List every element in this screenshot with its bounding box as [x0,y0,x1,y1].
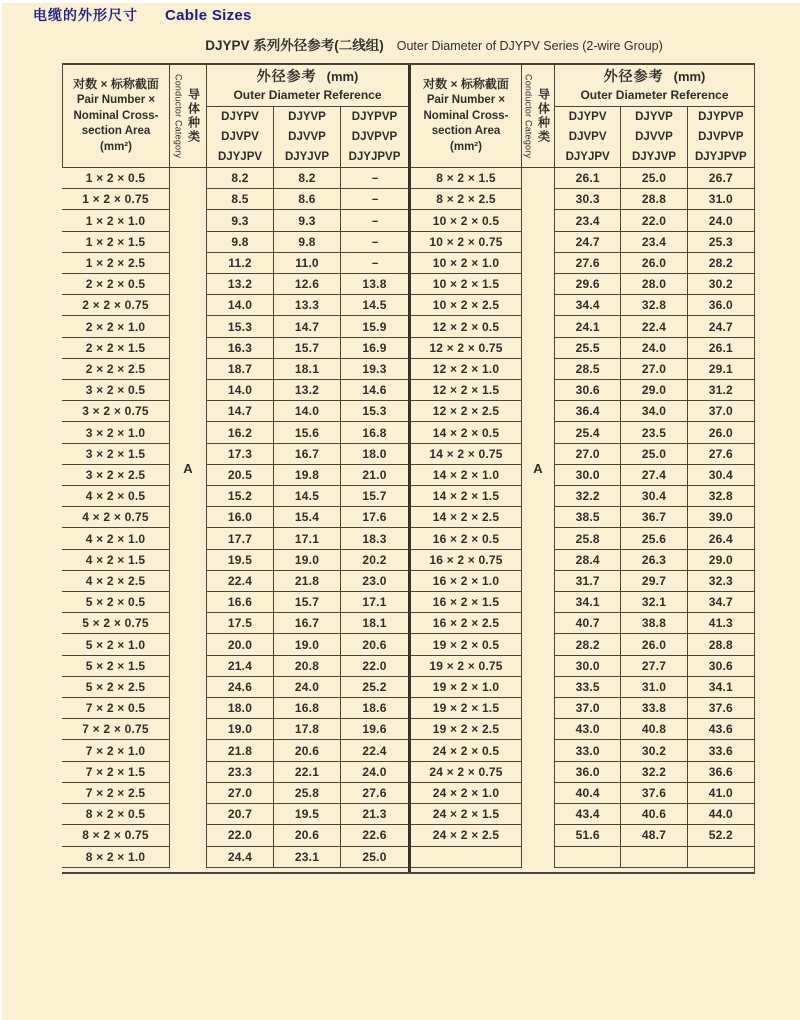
diameter-value-cell: -- [341,189,408,210]
diameter-value-cell: 32.8 [621,295,687,316]
diameter-value-cell: 24.0 [274,677,341,698]
diameter-value-cell: 31.7 [555,571,621,592]
diameter-value-cell: 17.6 [341,507,408,528]
diameter-value-cell: 30.2 [688,274,754,295]
pair-size-cell: 12 × 2 × 0.5 [411,316,522,337]
diameter-value-cell: 22.0 [207,825,274,846]
diameter-value-cell: 17.1 [341,592,408,613]
conductor-category-value: A [170,168,207,868]
diameter-value-cell: 19.3 [341,359,408,380]
pair-size-cell: 2 × 2 × 0.5 [62,274,170,295]
diameter-value-cell: 25.5 [555,338,621,359]
diameter-value-cell: 12.6 [274,274,341,295]
diameter-value-cell: 27.0 [207,783,274,804]
diameter-value-cell: 30.6 [555,380,621,401]
diameter-value-cell: 17.8 [274,719,341,740]
diameter-value-cell: 14.0 [207,295,274,316]
diameter-value-cell: 19.6 [341,719,408,740]
diameter-value-cell: 28.4 [555,550,621,571]
diameter-value-cell: 16.6 [207,592,274,613]
diameter-value-cell: 33.0 [555,740,621,761]
pair-size-cell: 8 × 2 × 1.0 [62,847,170,868]
diameter-value-cell: 20.6 [274,825,341,846]
pair-size-cell: 14 × 2 × 2.5 [411,507,522,528]
diameter-value-cell: 18.1 [341,613,408,634]
diameter-value-cell: 48.7 [621,825,687,846]
diameter-value-cell: 24.4 [207,847,274,868]
diameter-value-cell: 23.3 [207,762,274,783]
diameter-value-cell: 14.5 [274,486,341,507]
diameter-value-cell: 9.3 [274,210,341,231]
diameter-value-cell: 27.6 [688,444,754,465]
cable-type-header-3: DJYPVP DJVPVP DJYJPVP [341,107,408,168]
diameter-value-cell: 27.7 [621,656,687,677]
pair-size-cell: 12 × 2 × 0.75 [411,338,522,359]
diameter-value-cell: 25.4 [555,422,621,443]
diameter-value-cell: 24.6 [207,677,274,698]
pair-size-cell: 8 × 2 × 2.5 [411,189,522,210]
pair-size-cell: 7 × 2 × 0.5 [62,698,170,719]
outer-diameter-header: 外径参考 (mm) Outer Diameter Reference [207,65,408,107]
cable-type-header-1: DJYPV DJVPV DJYJPV [555,107,621,168]
diameter-value-cell: 24.0 [688,210,754,231]
diameter-value-cell: 23.0 [341,571,408,592]
diameter-value-cell: 36.7 [621,507,687,528]
diameter-value-cell: 8.2 [274,168,341,189]
page-title-chinese: 电缆的外形尺寸 [33,7,138,23]
diameter-value-cell: 24.7 [688,316,754,337]
diameter-value-cell: 18.1 [274,359,341,380]
diameter-value-cell: 22.0 [341,656,408,677]
diameter-value-cell: 34.7 [688,592,754,613]
pair-size-cell: 7 × 2 × 0.75 [62,719,170,740]
diameter-value-cell: 23.4 [621,232,687,253]
diameter-value-cell: 25.0 [621,168,687,189]
diameter-value-cell: 39.0 [688,507,754,528]
diameter-value-cell: 22.1 [274,762,341,783]
diameter-value-cell: 36.0 [555,762,621,783]
diameter-value-cell: 16.8 [341,422,408,443]
table-subtitle [2,34,800,54]
diameter-value-cell: 9.8 [207,232,274,253]
pair-size-cell: 8 × 2 × 0.75 [62,825,170,846]
pair-size-cell: 1 × 2 × 1.0 [62,210,170,231]
diameter-value-cell: 28.0 [621,274,687,295]
pair-size-cell: 5 × 2 × 2.5 [62,677,170,698]
diameter-value-cell: 26.7 [688,168,754,189]
diameter-value-cell: 18.0 [341,444,408,465]
page-title [33,5,252,25]
pair-size-cell: 2 × 2 × 2.5 [62,359,170,380]
diameter-value-cell: 15.2 [207,486,274,507]
diameter-value-cell: 15.6 [274,422,341,443]
diameter-value-cell: 26.3 [621,550,687,571]
cable-type-header-2: DJYVP DJVVP DJYJVP [274,107,341,168]
diameter-value-cell: 24.0 [341,762,408,783]
diameter-value-cell: 33.8 [621,698,687,719]
diameter-value-cell: 16.3 [207,338,274,359]
diameter-value-cell: 22.6 [341,825,408,846]
diameter-value-cell: 17.7 [207,528,274,549]
diameter-value-cell: 20.5 [207,465,274,486]
diameter-value-cell: 18.0 [207,698,274,719]
pair-size-cell: 10 × 2 × 1.5 [411,274,522,295]
diameter-value-cell: 15.3 [341,401,408,422]
table-subtitle-english: Outer Diameter of DJYPV Series (2-wire Group) [396,39,663,53]
pair-size-cell: 19 × 2 × 2.5 [411,719,522,740]
diameter-value-cell: 29.1 [688,359,754,380]
pair-size-cell: 1 × 2 × 2.5 [62,253,170,274]
diameter-value-cell: 14.6 [341,380,408,401]
diameter-value-cell: 14.7 [207,401,274,422]
diameter-value-cell: 9.8 [274,232,341,253]
diameter-value-cell: 20.2 [341,550,408,571]
pair-number-header: 对数 × 标称截面 Pair Number × Nominal Cross- section Area (mm²) [62,65,170,168]
outer-diameter-header: 外径参考 (mm) Outer Diameter Reference [555,65,754,107]
diameter-value-cell: 27.6 [341,783,408,804]
pair-size-cell: 12 × 2 × 2.5 [411,401,522,422]
pair-size-cell: 4 × 2 × 0.75 [62,507,170,528]
diameter-value-cell: 44.0 [688,804,754,825]
pair-size-cell: 24 × 2 × 2.5 [411,825,522,846]
diameter-value-cell: 37.0 [688,401,754,422]
pair-size-cell: 8 × 2 × 0.5 [62,804,170,825]
diameter-value-cell: 26.1 [688,338,754,359]
diameter-value-cell: 30.3 [555,189,621,210]
pair-size-cell: 24 × 2 × 1.5 [411,804,522,825]
pair-size-cell: 24 × 2 × 0.75 [411,762,522,783]
diameter-value-cell: 14.0 [207,380,274,401]
diameter-value-cell: 43.0 [555,719,621,740]
pair-size-cell: 1 × 2 × 0.5 [62,168,170,189]
pair-size-cell: 14 × 2 × 1.0 [411,465,522,486]
diameter-value-cell: 27.0 [621,359,687,380]
diameter-value-cell: 40.7 [555,613,621,634]
diameter-value-cell: 25.2 [341,677,408,698]
diameter-value-cell: 15.3 [207,316,274,337]
diameter-value-cell: 32.8 [688,486,754,507]
diameter-value-cell: 29.0 [688,550,754,571]
pair-size-cell: 2 × 2 × 1.5 [62,338,170,359]
diameter-value-cell: -- [341,210,408,231]
diameter-value-cell: 16.7 [274,444,341,465]
diameter-value-cell: 30.4 [621,486,687,507]
pair-size-cell: 19 × 2 × 1.0 [411,677,522,698]
diameter-value-cell: 34.0 [621,401,687,422]
cable-type-header-2: DJYVP DJVVP DJYJVP [621,107,687,168]
pair-size-cell: 1 × 2 × 0.75 [62,189,170,210]
page-title-english: Cable Sizes [165,7,252,24]
diameter-value-cell: 25.0 [341,847,408,868]
diameter-value-cell: 31.0 [621,677,687,698]
diameter-value-cell: 34.1 [555,592,621,613]
diameter-value-cell: 20.6 [341,634,408,655]
table-subtitle-chinese: DJYPV 系列外径参考(二线组) [205,38,384,53]
diameter-value-cell: 29.6 [555,274,621,295]
diameter-value-cell: 40.8 [621,719,687,740]
conductor-category-value: A [522,168,555,868]
diameter-value-cell: 19.0 [274,634,341,655]
diameter-value-cell: 30.6 [688,656,754,677]
diameter-value-cell: -- [341,253,408,274]
diameter-value-cell: 9.3 [207,210,274,231]
pair-size-cell: 5 × 2 × 0.5 [62,592,170,613]
pair-size-cell: 16 × 2 × 1.5 [411,592,522,613]
diameter-value-cell: 28.2 [688,253,754,274]
diameter-value-cell: 26.0 [621,253,687,274]
diameter-value-cell: 18.7 [207,359,274,380]
diameter-value-cell: 23.4 [555,210,621,231]
diameter-value-cell: 19.5 [274,804,341,825]
diameter-value-cell: 33.5 [555,677,621,698]
diameter-value-cell: 22.0 [621,210,687,231]
diameter-value-cell: 21.8 [207,740,274,761]
diameter-value-cell: 16.8 [274,698,341,719]
diameter-value-cell: 13.3 [274,295,341,316]
diameter-value-cell: 16.0 [207,507,274,528]
diameter-value-cell: 17.1 [274,528,341,549]
pair-size-cell: 19 × 2 × 0.75 [411,656,522,677]
diameter-value-cell: 8.5 [207,189,274,210]
diameter-value-cell: 15.9 [341,316,408,337]
diameter-value-cell: 28.2 [555,634,621,655]
diameter-value-cell: 30.2 [621,740,687,761]
diameter-value-cell: 31.2 [688,380,754,401]
diameter-value-cell: 16.2 [207,422,274,443]
diameter-value-cell: 22.4 [341,740,408,761]
diameter-value-cell: 36.0 [688,295,754,316]
diameter-value-cell: 15.7 [274,338,341,359]
diameter-value-cell: 21.4 [207,656,274,677]
diameter-value-cell: 27.6 [555,253,621,274]
diameter-value-cell: 27.4 [621,465,687,486]
diameter-value-cell: 15.7 [341,486,408,507]
diameter-value-cell: 18.6 [341,698,408,719]
diameter-value-cell: 19.5 [207,550,274,571]
diameter-value-cell: 14.7 [274,316,341,337]
diameter-value-cell: 41.3 [688,613,754,634]
pair-size-cell: 1 × 2 × 1.5 [62,232,170,253]
pair-size-cell: 14 × 2 × 0.5 [411,422,522,443]
pair-size-cell: 3 × 2 × 0.75 [62,401,170,422]
pair-size-cell: 3 × 2 × 0.5 [62,380,170,401]
pair-size-cell: 10 × 2 × 2.5 [411,295,522,316]
diameter-value-cell: 30.0 [555,656,621,677]
diameter-value-cell: 29.7 [621,571,687,592]
pair-size-cell: 24 × 2 × 0.5 [411,740,522,761]
diameter-value-cell: 13.8 [341,274,408,295]
page-background [2,3,800,1020]
diameter-value-cell: -- [341,168,408,189]
diameter-value-cell: 23.5 [621,422,687,443]
diameter-value-cell: 22.4 [207,571,274,592]
diameter-value-cell: 51.6 [555,825,621,846]
diameter-value-cell: 22.4 [621,316,687,337]
pair-size-cell: 16 × 2 × 0.75 [411,550,522,571]
diameter-value-cell: 32.3 [688,571,754,592]
conductor-category-header: Conductor Category 导体种类 [170,65,207,168]
diameter-value-cell: 20.6 [274,740,341,761]
diameter-value-cell: 34.1 [688,677,754,698]
pair-size-cell: 10 × 2 × 0.75 [411,232,522,253]
diameter-value-cell: 20.0 [207,634,274,655]
diameter-value-cell: 26.4 [688,528,754,549]
diameter-value-cell: 8.2 [207,168,274,189]
pair-size-cell: 4 × 2 × 1.5 [62,550,170,571]
pair-size-cell: 5 × 2 × 1.0 [62,634,170,655]
pair-size-cell: 7 × 2 × 1.5 [62,762,170,783]
diameter-value-cell: 26.1 [555,168,621,189]
diameter-value-cell: 16.9 [341,338,408,359]
pair-size-cell: 14 × 2 × 0.75 [411,444,522,465]
pair-size-cell: 14 × 2 × 1.5 [411,486,522,507]
diameter-value-cell: 26.0 [621,634,687,655]
pair-size-cell: 8 × 2 × 1.5 [411,168,522,189]
diameter-value-cell: 25.3 [688,232,754,253]
diameter-value-cell: 15.4 [274,507,341,528]
pair-size-cell: 3 × 2 × 1.5 [62,444,170,465]
diameter-value-cell [621,847,687,868]
diameter-value-cell: 41.0 [688,783,754,804]
diameter-value-cell: 19.0 [207,719,274,740]
pair-size-cell: 19 × 2 × 1.5 [411,698,522,719]
diameter-value-cell: 31.0 [688,189,754,210]
diameter-value-cell: 17.5 [207,613,274,634]
diameter-value-cell: 52.2 [688,825,754,846]
diameter-value-cell: 21.0 [341,465,408,486]
pair-size-cell: 16 × 2 × 1.0 [411,571,522,592]
diameter-value-cell: 32.2 [621,762,687,783]
pair-size-cell: 12 × 2 × 1.0 [411,359,522,380]
diameter-value-cell: 25.6 [621,528,687,549]
pair-size-cell: 12 × 2 × 1.5 [411,380,522,401]
pair-number-header: 对数 × 标称截面 Pair Number × Nominal Cross- section Area (mm²) [411,65,522,168]
pair-size-cell: 10 × 2 × 0.5 [411,210,522,231]
diameter-value-cell: 40.4 [555,783,621,804]
diameter-value-cell: 37.6 [621,783,687,804]
diameter-value-cell: 13.2 [274,380,341,401]
diameter-value-cell: 32.2 [555,486,621,507]
diameter-value-cell: 30.4 [688,465,754,486]
table-right-half [408,65,755,872]
diameter-value-cell: 43.4 [555,804,621,825]
cable-type-header-1: DJYPV DJVPV DJYJPV [207,107,274,168]
diameter-value-cell: 24.7 [555,232,621,253]
diameter-value-cell: 37.0 [555,698,621,719]
diameter-value-cell: 24.1 [555,316,621,337]
diameter-value-cell: 25.0 [621,444,687,465]
diameter-value-cell: 38.8 [621,613,687,634]
conductor-category-header: Conductor Category 导体种类 [522,65,555,168]
diameter-value-cell: 18.3 [341,528,408,549]
diameter-value-cell: 33.6 [688,740,754,761]
diameter-value-cell: 11.2 [207,253,274,274]
diameter-value-cell: 28.8 [621,189,687,210]
diameter-value-cell: 32.1 [621,592,687,613]
diameter-value-cell: 25.8 [274,783,341,804]
pair-size-cell: 4 × 2 × 0.5 [62,486,170,507]
pair-size-cell: 16 × 2 × 0.5 [411,528,522,549]
diameter-value-cell: 24.0 [621,338,687,359]
pair-size-cell: 7 × 2 × 2.5 [62,783,170,804]
pair-size-cell: 16 × 2 × 2.5 [411,613,522,634]
pair-size-cell: 7 × 2 × 1.0 [62,740,170,761]
diameter-value-cell: 21.8 [274,571,341,592]
diameter-value-cell [688,847,754,868]
pair-size-cell: 2 × 2 × 1.0 [62,316,170,337]
diameter-value-cell: 20.7 [207,804,274,825]
diameter-value-cell: 15.7 [274,592,341,613]
diameter-value-cell: 28.8 [688,634,754,655]
diameter-value-cell: 23.1 [274,847,341,868]
diameter-value-cell: 37.6 [688,698,754,719]
diameter-value-cell: 27.0 [555,444,621,465]
pair-size-cell: 5 × 2 × 0.75 [62,613,170,634]
diameter-value-cell: 40.6 [621,804,687,825]
cable-type-header-3: DJYPVP DJVPVP DJYJPVP [688,107,754,168]
diameter-value-cell: 34.4 [555,295,621,316]
diameter-value-cell: 38.5 [555,507,621,528]
diameter-value-cell: 8.6 [274,189,341,210]
diameter-value-cell: 28.5 [555,359,621,380]
cable-size-table [62,63,755,874]
diameter-value-cell: 25.8 [555,528,621,549]
diameter-value-cell: 36.4 [555,401,621,422]
diameter-value-cell: 19.8 [274,465,341,486]
diameter-value-cell: -- [341,232,408,253]
pair-size-cell: 3 × 2 × 1.0 [62,422,170,443]
diameter-value-cell: 20.8 [274,656,341,677]
pair-size-cell: 24 × 2 × 1.0 [411,783,522,804]
diameter-value-cell: 30.0 [555,465,621,486]
pair-size-cell: 4 × 2 × 1.0 [62,528,170,549]
table-left-half [62,65,408,872]
diameter-value-cell: 29.0 [621,380,687,401]
diameter-value-cell: 36.6 [688,762,754,783]
pair-size-cell [411,847,522,868]
diameter-value-cell: 16.7 [274,613,341,634]
diameter-value-cell: 13.2 [207,274,274,295]
diameter-value-cell: 14.0 [274,401,341,422]
diameter-value-cell: 21.3 [341,804,408,825]
diameter-value-cell: 17.3 [207,444,274,465]
diameter-value-cell: 14.5 [341,295,408,316]
diameter-value-cell: 11.0 [274,253,341,274]
pair-size-cell: 19 × 2 × 0.5 [411,634,522,655]
diameter-value-cell [555,847,621,868]
diameter-value-cell: 19.0 [274,550,341,571]
pair-size-cell: 2 × 2 × 0.75 [62,295,170,316]
pair-size-cell: 4 × 2 × 2.5 [62,571,170,592]
pair-size-cell: 5 × 2 × 1.5 [62,656,170,677]
pair-size-cell: 10 × 2 × 1.0 [411,253,522,274]
diameter-value-cell: 43.6 [688,719,754,740]
pair-size-cell: 3 × 2 × 2.5 [62,465,170,486]
diameter-value-cell: 26.0 [688,422,754,443]
